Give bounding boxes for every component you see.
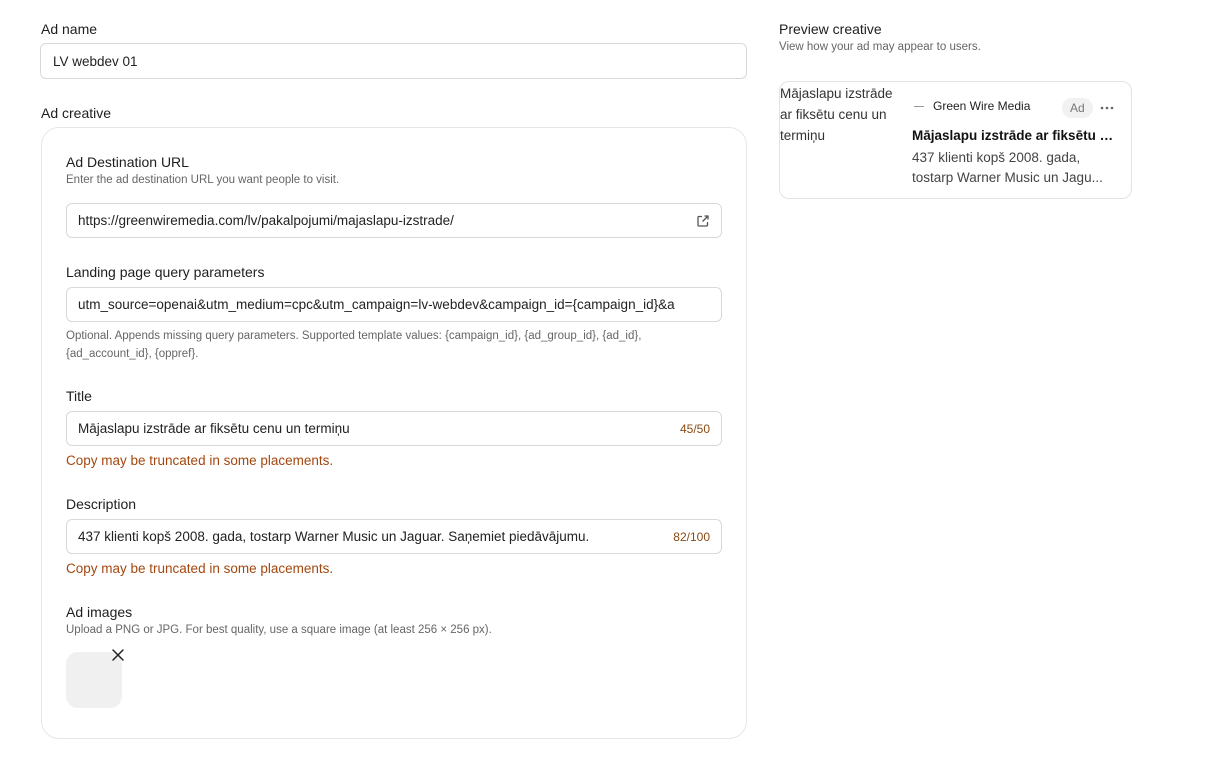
ad-badge: Ad [1062,98,1093,118]
query-params-value: utm_source=openai&utm_medium=cpc&utm_campaign=lv-webdev&campaign_id={campaign_id}&a [78,297,675,312]
brand-name: Green Wire Media [933,99,1031,113]
more-horizontal-icon[interactable] [1099,102,1115,114]
ad-images-hint: Upload a PNG or JPG. For best quality, use a square image (at least 256 × 256 px). [66,624,492,636]
ad-preview-card [779,81,1132,199]
preview-subtitle: View how your ad may appear to users. [779,41,981,53]
ad-name-label: Ad name [41,21,98,37]
title-input[interactable] [66,411,722,446]
close-icon[interactable] [110,647,126,663]
title-warning: Copy may be truncated in some placements. [66,453,334,468]
title-label: Title [66,388,92,404]
ad-creative-card [41,127,747,739]
preview-title: Preview creative [779,21,882,37]
query-params-hint: Optional. Appends missing query parameters. Supported template values: {campaign_id}, {ad_group_id}, {ad_id}, {ad_account_id}, {oppref}. [66,330,642,360]
brand-row [914,99,1030,113]
description-value: 437 klienti kopš 2008. gada, tostarp Warner Music un Jaguar. Saņemiet piedāvājumu. [78,529,590,544]
destination-url-label: Ad Destination URL [66,154,189,170]
description-input[interactable] [66,519,722,554]
brand-logo-placeholder [914,106,924,107]
ad-images-label: Ad images [66,604,133,620]
title-char-counter: 45/50 [679,421,710,436]
description-label: Description [66,496,137,512]
preview-ad-description: 437 klienti kopš 2008. gada, tostarp Warner Music un Jagu... [912,150,1103,185]
ad-name-input[interactable] [40,43,747,79]
title-value: Mājaslapu izstrāde ar fiksētu cenu un termiņu [78,421,350,436]
ad-creative-label: Ad creative [41,105,112,121]
destination-url-input[interactable] [66,203,722,238]
query-params-input[interactable] [66,287,722,322]
preview-image-alt-text: Mājaslapu izstrāde ar fiksētu cenu un termiņu [780,86,893,143]
external-link-icon[interactable] [696,214,710,228]
destination-url-hint: Enter the ad destination URL you want people to visit. [66,174,340,186]
preview-ad-title: Mājaslapu izstrāde ar fiksētu c... [912,128,1118,143]
description-char-counter: 82/100 [673,529,710,544]
query-params-label: Landing page query parameters [66,264,265,280]
destination-url-value: https://greenwiremedia.com/lv/pakalpojumi/majaslapu-izstrade/ [78,213,454,228]
description-warning: Copy may be truncated in some placements. [66,561,334,576]
